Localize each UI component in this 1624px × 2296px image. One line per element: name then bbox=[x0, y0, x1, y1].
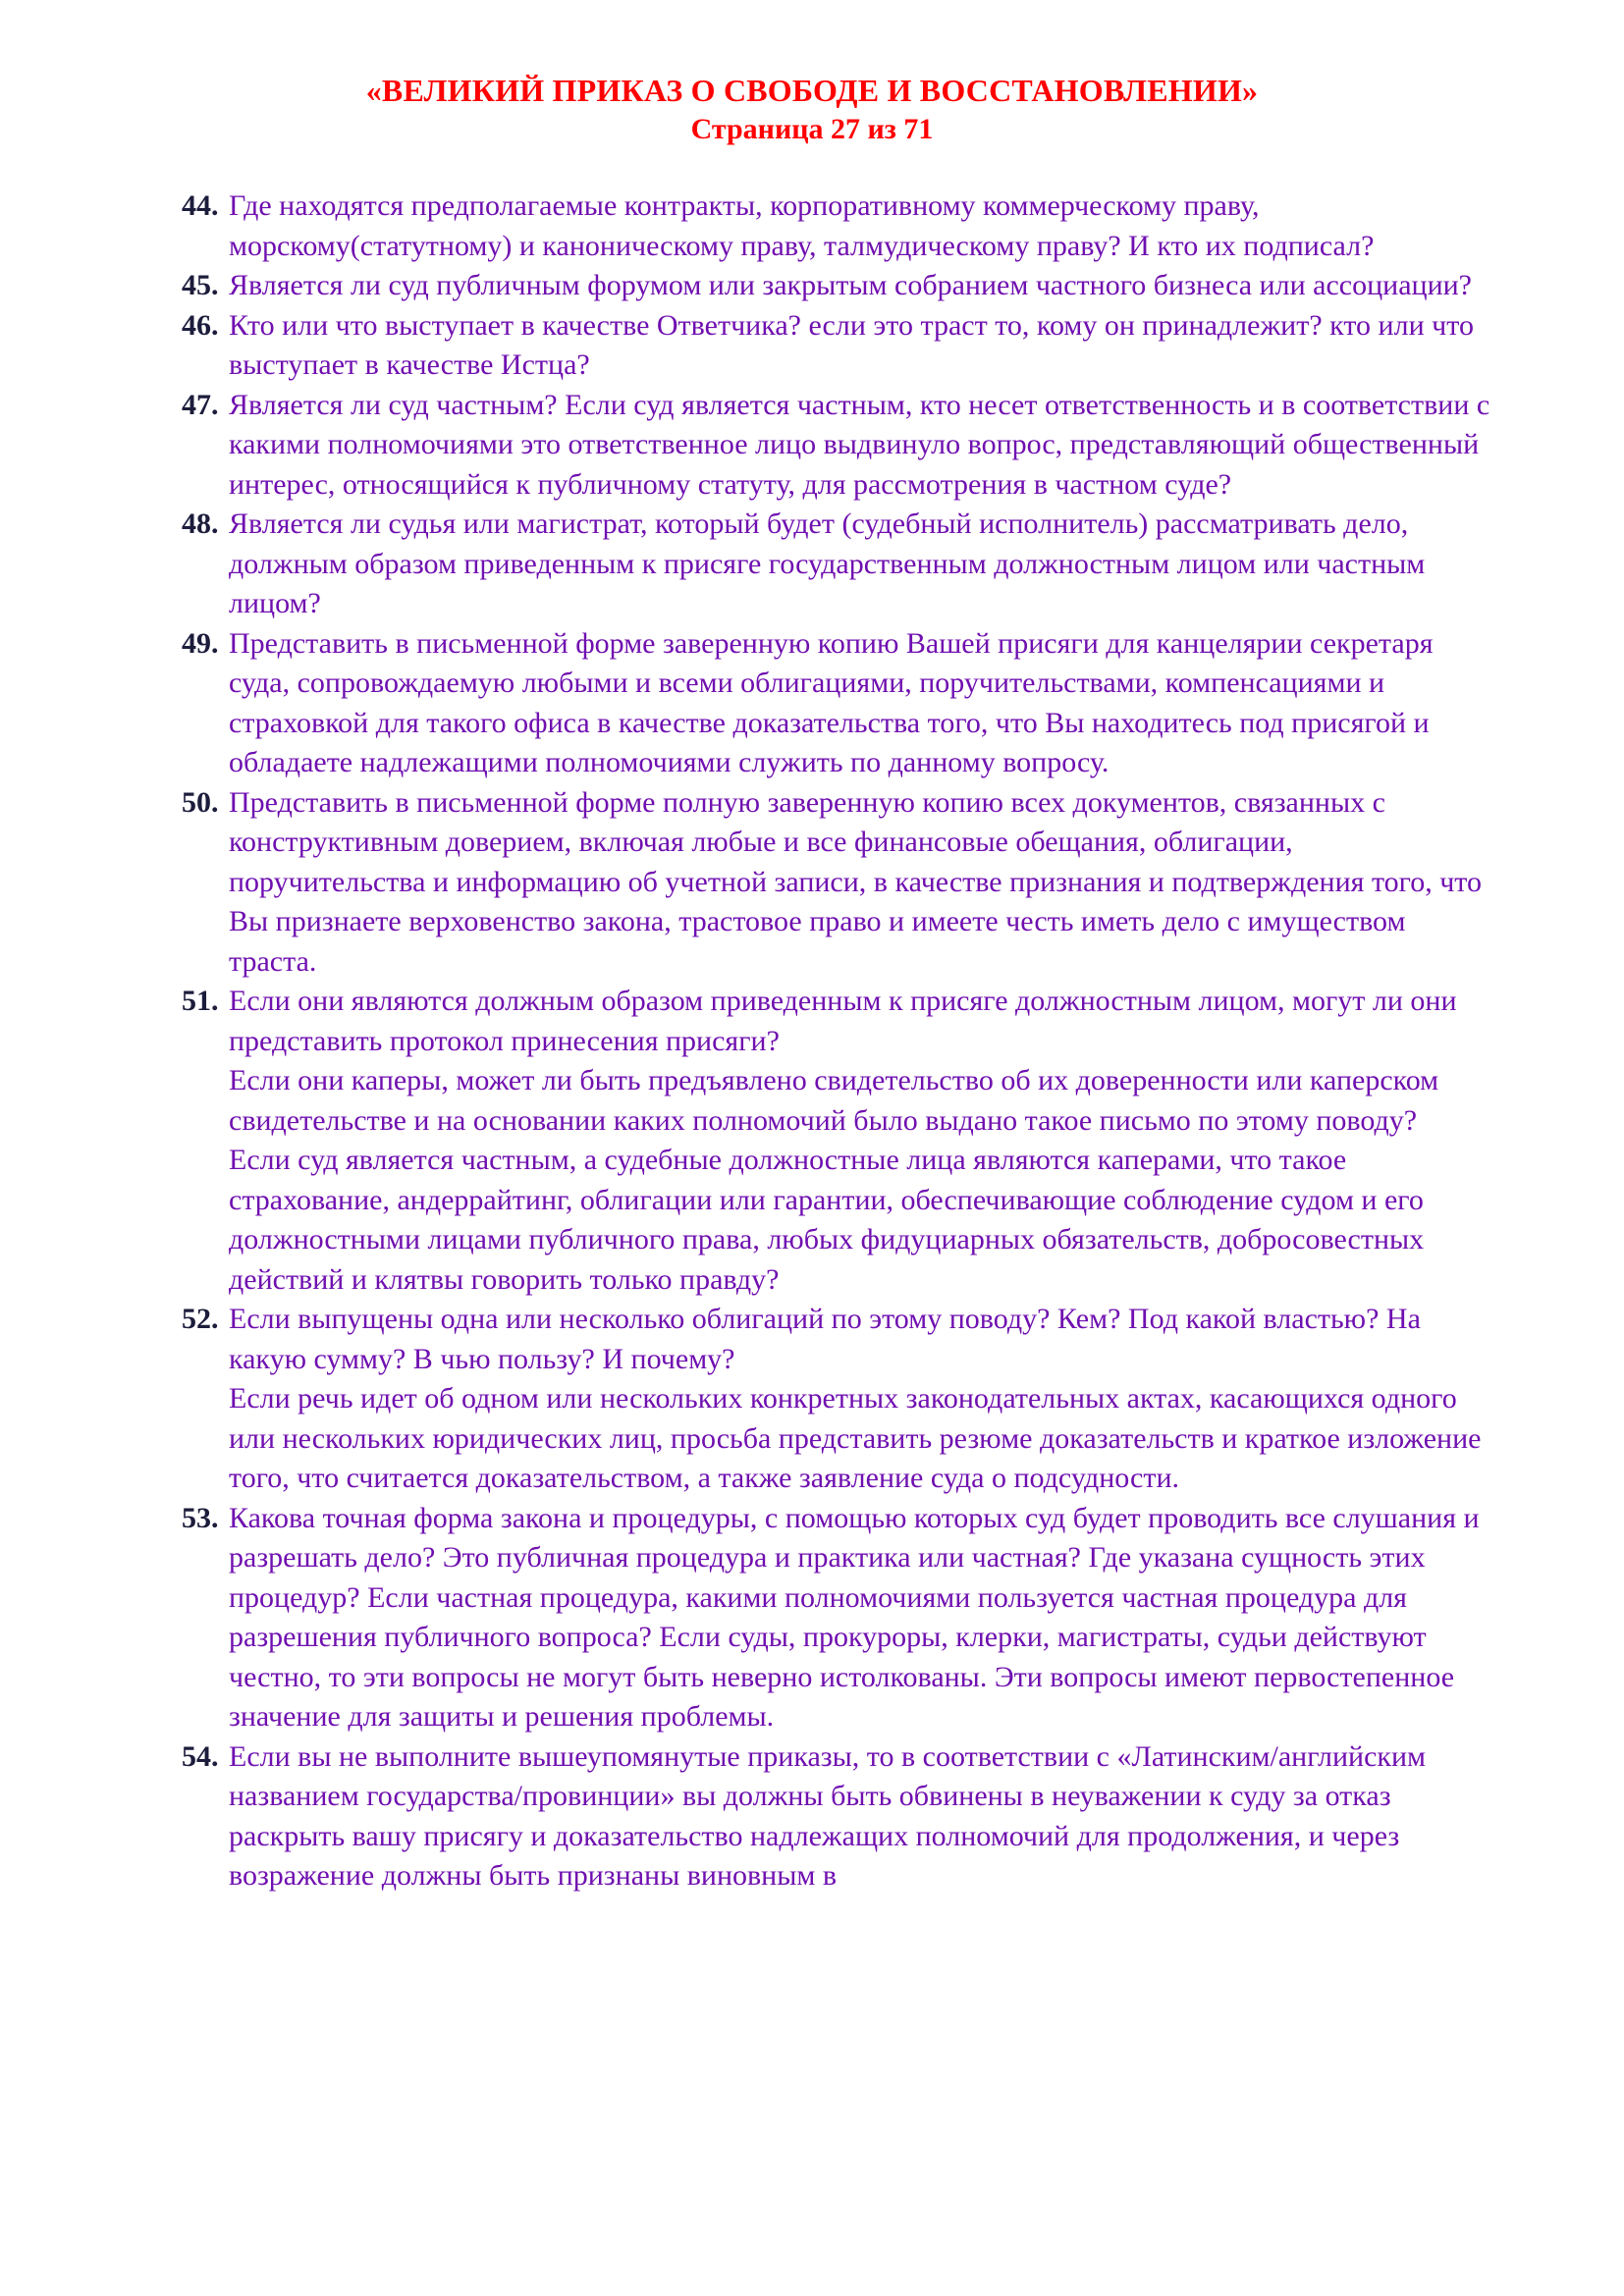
question-item bbox=[182, 505, 1494, 624]
document-title: «ВЕЛИКИЙ ПРИКАЗ О СВОБОДЕ И ВОССТАНОВЛЕНИИ» bbox=[365, 73, 1259, 108]
question-number: 54. bbox=[182, 1739, 219, 1773]
question-paragraph: Где находятся предполагаемые контракты, корпоративному коммерческому праву, морскому(статутному) и каноническому праву, талмудическому праву? И кто их подписал? bbox=[229, 189, 1375, 262]
question-number: 46. bbox=[182, 308, 219, 342]
question-item bbox=[182, 783, 1494, 983]
question-item bbox=[182, 386, 1494, 506]
question-paragraph: Если они являются должным образом приведенным к присяге должностным лицом, могут ли они представить протокол принесения присяги? bbox=[229, 985, 1457, 1057]
question-paragraph: Если они каперы, может ли быть предъявлено свидетельство об их доверенности или каперском свидетельстве и на основании каких полномочий было выдано такое письмо по этому поводу? bbox=[229, 1064, 1439, 1137]
question-paragraph: Если вы не выполните вышеупомянутые приказы, то в соответствии с «Латинским/английским названием государства/провинции» вы должны быть обвинены в неуважении к суду за отказ раскрыть вашу присягу и доказательство надлежащих полномочий для продолжения, и через возражение должны быть признаны виновным в bbox=[229, 1739, 1427, 1892]
question-item bbox=[182, 1499, 1494, 1737]
question-paragraph: Если выпущены одна или несколько облигаций по этому поводу? Кем? Под какой властью? На какую сумму? В чью пользу? И почему? bbox=[229, 1303, 1421, 1375]
question-list bbox=[182, 187, 1494, 1896]
question-item bbox=[182, 306, 1494, 386]
question-number: 53. bbox=[182, 1501, 219, 1534]
question-number: 44. bbox=[182, 189, 219, 222]
question-item bbox=[182, 1737, 1494, 1896]
question-paragraph: Кто или что выступает в качестве Ответчика? если это траст то, кому он принадлежит? кто или что выступает в качестве Истца? bbox=[229, 308, 1474, 381]
question-item bbox=[182, 266, 1494, 306]
question-item bbox=[182, 1300, 1494, 1499]
question-paragraph: Является ли судья или магистрат, который будет (судебный исполнитель) рассматривать дело, должным образом приведенным к присяге государственным должностным лицом или частным лицом? bbox=[229, 507, 1426, 619]
question-paragraph: Представить в письменной форме полную заверенную копию всех документов, связанных с конструктивным доверием, включая любые и все финансовые обещания, облигации, поручительства и информацию об учетной записи, в качестве признания и подтверждения того, что Вы признаете верховенство закона, трастовое право и имеете честь иметь дело с имуществом траста. bbox=[229, 785, 1483, 978]
question-number: 50. bbox=[182, 785, 219, 819]
question-number: 48. bbox=[182, 507, 219, 540]
question-number: 45. bbox=[182, 269, 219, 301]
page-indicator: Страница 27 из 71 bbox=[690, 113, 934, 145]
question-number: 52. bbox=[182, 1303, 219, 1335]
question-item bbox=[182, 624, 1494, 783]
question-item bbox=[182, 982, 1494, 1300]
question-item bbox=[182, 187, 1494, 266]
question-paragraph: Если суд является частным, а судебные должностные лица являются каперами, что такое страхование, андеррайтинг, облигации или гарантии, обеспечивающие соблюдение судом и его должностными лицами публичного права, любых фидуциарных обязательств, добросовестных действий и клятвы говорить только правду? bbox=[229, 1144, 1425, 1296]
question-paragraph: Представить в письменной форме заверенную копию Вашей присяги для канцелярии секретаря суда, сопровождаемую любыми и всеми облигациями, поручительствами, компенсациями и страховкой для такого офиса в качестве доказательства того, что Вы находитесь под присягой и обладаете надлежащими полномочиями служить по данному вопросу. bbox=[229, 626, 1434, 778]
document-header bbox=[0, 0, 1624, 149]
question-number: 49. bbox=[182, 626, 219, 660]
question-paragraph: Какова точная форма закона и процедуры, с помощью которых суд будет проводить все слушания и разрешать дело? Это публичная процедура и практика или частная? Где указана сущность этих процедур? Если частная процедура, какими полномочиями пользуется частная процедура для разрешения публичного вопроса? Если суды, прокуроры, клерки, магистраты, судьи действуют честно, то эти вопросы не могут быть неверно истолкованы. Эти вопросы имеют первостепенное значение для защиты и решения проблемы. bbox=[229, 1501, 1480, 1733]
question-paragraph: Является ли суд публичным форумом или закрытым собранием частного бизнеса или ассоциации? bbox=[229, 269, 1472, 301]
question-paragraph: Если речь идет об одном или нескольких конкретных законодательных актах, касающихся одного или нескольких юридических лиц, просьба представить резюме доказательств и краткое изложение того, что считается доказательством, а также заявление суда о подсудности. bbox=[229, 1382, 1482, 1494]
question-number: 47. bbox=[182, 388, 219, 421]
question-paragraph: Является ли суд частным? Если суд является частным, кто несет ответственность и в соответствии с какими полномочиями это ответственное лицо выдвинуло вопрос, представляющий общественный интерес, относящийся к публичному статуту, для рассмотрения в частном суде? bbox=[229, 388, 1490, 501]
question-number: 51. bbox=[182, 985, 219, 1017]
